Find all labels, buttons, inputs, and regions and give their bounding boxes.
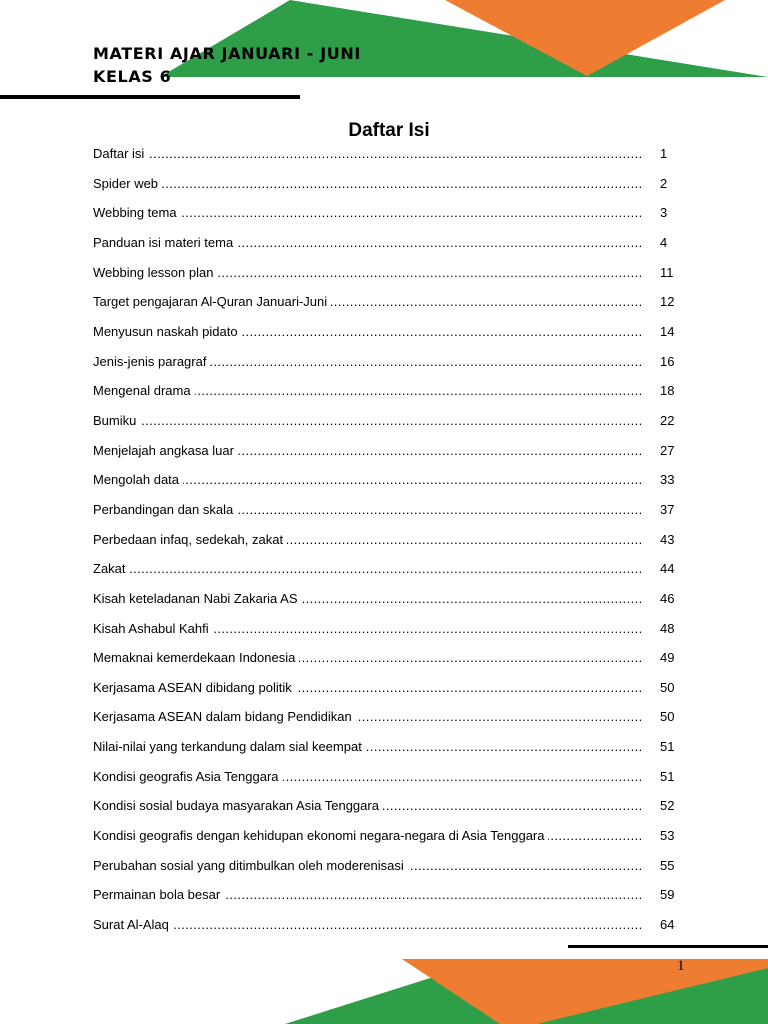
toc-entry-leader — [93, 412, 641, 430]
toc-entry-page: 27 — [660, 442, 675, 458]
toc-entry-leader — [93, 679, 641, 697]
toc-entry[interactable] — [93, 471, 693, 501]
toc-entry[interactable] — [93, 738, 693, 768]
toc-entry-page: 22 — [660, 412, 675, 428]
toc-entry-page: 49 — [660, 650, 675, 666]
toc-entry[interactable] — [93, 768, 693, 798]
header-title-line2: KELAS 6 — [93, 67, 172, 86]
toc-entry-page: 18 — [660, 383, 675, 399]
toc-entry-label: Perbedaan infaq, sedekah, zakat — [93, 532, 287, 547]
toc-entry[interactable] — [93, 679, 693, 709]
toc-entry-leader — [93, 620, 641, 638]
header-rule — [0, 95, 300, 99]
toc-entry-label: Kondisi geografis Asia Tenggara — [93, 769, 283, 784]
toc-entry-page: 37 — [660, 501, 675, 517]
toc-entry-leader — [93, 442, 641, 460]
toc-entry-page: 48 — [660, 620, 675, 636]
toc-entry-page: 50 — [660, 709, 675, 725]
toc-entry-leader — [93, 353, 641, 371]
toc-entry-leader — [93, 293, 641, 311]
toc-entry[interactable] — [93, 916, 693, 946]
toc-entry-label: Permainan bola besar — [93, 887, 224, 902]
toc-entry-label: Panduan isi materi tema — [93, 235, 237, 250]
toc-entry[interactable] — [93, 264, 693, 294]
toc-entry[interactable] — [93, 531, 693, 561]
toc-entry[interactable] — [93, 353, 693, 383]
toc-entry-leader — [93, 323, 641, 341]
toc-entry-label: Bumiku — [93, 413, 140, 428]
toc-entry-page: 59 — [660, 887, 675, 903]
toc-entry-label: Jenis-jenis paragraf — [93, 354, 210, 369]
toc-entry-page: 33 — [660, 472, 675, 488]
toc-entry-leader — [93, 738, 641, 756]
toc-entry-page: 51 — [660, 739, 675, 755]
toc-entry-label: Nilai-nilai yang terkandung dalam sial keempat — [93, 739, 366, 754]
toc-entry-leader — [93, 175, 641, 193]
toc-entry-leader — [93, 234, 641, 252]
toc-entry-label: Kondisi sosial budaya masyarakan Asia Tenggara — [93, 798, 383, 813]
toc-entry-label: Kerjasama ASEAN dalam bidang Pendidikan — [93, 709, 356, 724]
toc-entry-page: 12 — [660, 294, 675, 310]
toc-entry[interactable] — [93, 797, 693, 827]
toc-entry-page: 64 — [660, 917, 675, 933]
toc-entry-page: 44 — [660, 561, 675, 577]
toc-entry-label: Target pengajaran Al-Quran Januari-Juni — [93, 294, 331, 309]
toc-entry[interactable] — [93, 175, 693, 205]
toc-entry-label: Webbing tema — [93, 205, 181, 220]
toc-entry-label: Zakat — [93, 561, 130, 576]
toc-entry[interactable] — [93, 886, 693, 916]
toc-entry[interactable] — [93, 827, 693, 857]
toc-entry-leader — [93, 797, 641, 815]
toc-entry-leader — [93, 827, 641, 845]
toc-entry-page: 16 — [660, 353, 675, 369]
toc-entry-leader — [93, 886, 641, 904]
document-header — [93, 42, 361, 88]
toc-entry-page: 2 — [660, 175, 668, 191]
footer-rule — [568, 945, 768, 948]
toc-entry[interactable] — [93, 708, 693, 738]
toc-entry[interactable] — [93, 560, 693, 590]
toc-entry-page: 1 — [660, 146, 668, 161]
toc-entry-leader — [93, 857, 641, 875]
toc-entry-page: 11 — [660, 264, 674, 280]
toc-entry-label: Memaknai kemerdekaan Indonesia — [93, 650, 299, 665]
toc-entry-label: Perubahan sosial yang ditimbulkan oleh moderenisasi — [93, 858, 408, 873]
toc-entry-leader — [93, 531, 641, 549]
toc-entry-leader — [93, 471, 641, 489]
toc-entry-page: 3 — [660, 205, 668, 221]
toc-entry[interactable] — [93, 204, 693, 234]
toc-entry-leader — [93, 145, 641, 163]
toc-entry[interactable] — [93, 590, 693, 620]
toc-entry-label: Kerjasama ASEAN dibidang politik — [93, 680, 296, 695]
page-number: 1 — [677, 958, 685, 974]
toc-entry-leader — [93, 768, 641, 786]
toc-entry-leader — [93, 560, 641, 578]
toc-entry-label: Menjelajah angkasa luar — [93, 443, 238, 458]
toc-entry-leader — [93, 708, 641, 726]
toc-entry[interactable] — [93, 442, 693, 472]
toc-entry-leader — [93, 264, 641, 282]
toc-entry-page: 52 — [660, 798, 675, 814]
toc-entry[interactable] — [93, 145, 693, 175]
header-title-line1: MATERI AJAR JANUARI - JUNI — [93, 44, 361, 63]
toc-entry-label: Kisah Ashabul Kahfi — [93, 621, 213, 636]
toc-entry-page: 14 — [660, 323, 675, 339]
toc-entry-leader — [93, 649, 641, 667]
toc-title: Daftar Isi — [348, 120, 430, 141]
toc-list — [93, 145, 693, 946]
toc-entry-label: Daftar isi — [93, 146, 148, 161]
toc-entry[interactable] — [93, 323, 693, 353]
toc-entry-leader — [93, 204, 641, 222]
toc-entry[interactable] — [93, 620, 693, 650]
toc-entry-label: Webbing lesson plan — [93, 265, 217, 280]
toc-entry-leader — [93, 916, 641, 934]
toc-entry-label: Menyusun naskah pidato — [93, 324, 242, 339]
toc-entry[interactable] — [93, 649, 693, 679]
toc-entry-label: Kisah keteladanan Nabi Zakaria AS — [93, 591, 302, 606]
toc-entry[interactable] — [93, 382, 693, 412]
toc-entry-label: Perbandingan dan skala — [93, 502, 237, 517]
toc-entry-leader — [93, 501, 641, 519]
toc-entry[interactable] — [93, 234, 693, 264]
toc-entry[interactable] — [93, 412, 693, 442]
toc-entry-label: Kondisi geografis dengan kehidupan ekonomi negara-negara di Asia Tenggara — [93, 828, 548, 843]
toc-entry-label: Mengenal drama — [93, 383, 195, 398]
toc-entry-page: 46 — [660, 590, 675, 606]
toc-entry[interactable] — [93, 293, 693, 323]
toc-entry-leader — [93, 382, 641, 400]
toc-entry-page: 55 — [660, 857, 675, 873]
toc-entry-page: 51 — [660, 768, 675, 784]
toc-entry-label: Mengolah data — [93, 472, 183, 487]
toc-entry-page: 53 — [660, 828, 675, 844]
toc-entry[interactable] — [93, 857, 693, 887]
toc-entry[interactable] — [93, 501, 693, 531]
toc-entry-leader — [93, 590, 641, 608]
toc-entry-page: 50 — [660, 679, 675, 695]
toc-entry-page: 43 — [660, 531, 675, 547]
toc-entry-page: 4 — [660, 234, 668, 250]
toc-entry-label: Surat Al-Alaq — [93, 917, 173, 932]
toc-entry-label: Spider web — [93, 176, 162, 191]
